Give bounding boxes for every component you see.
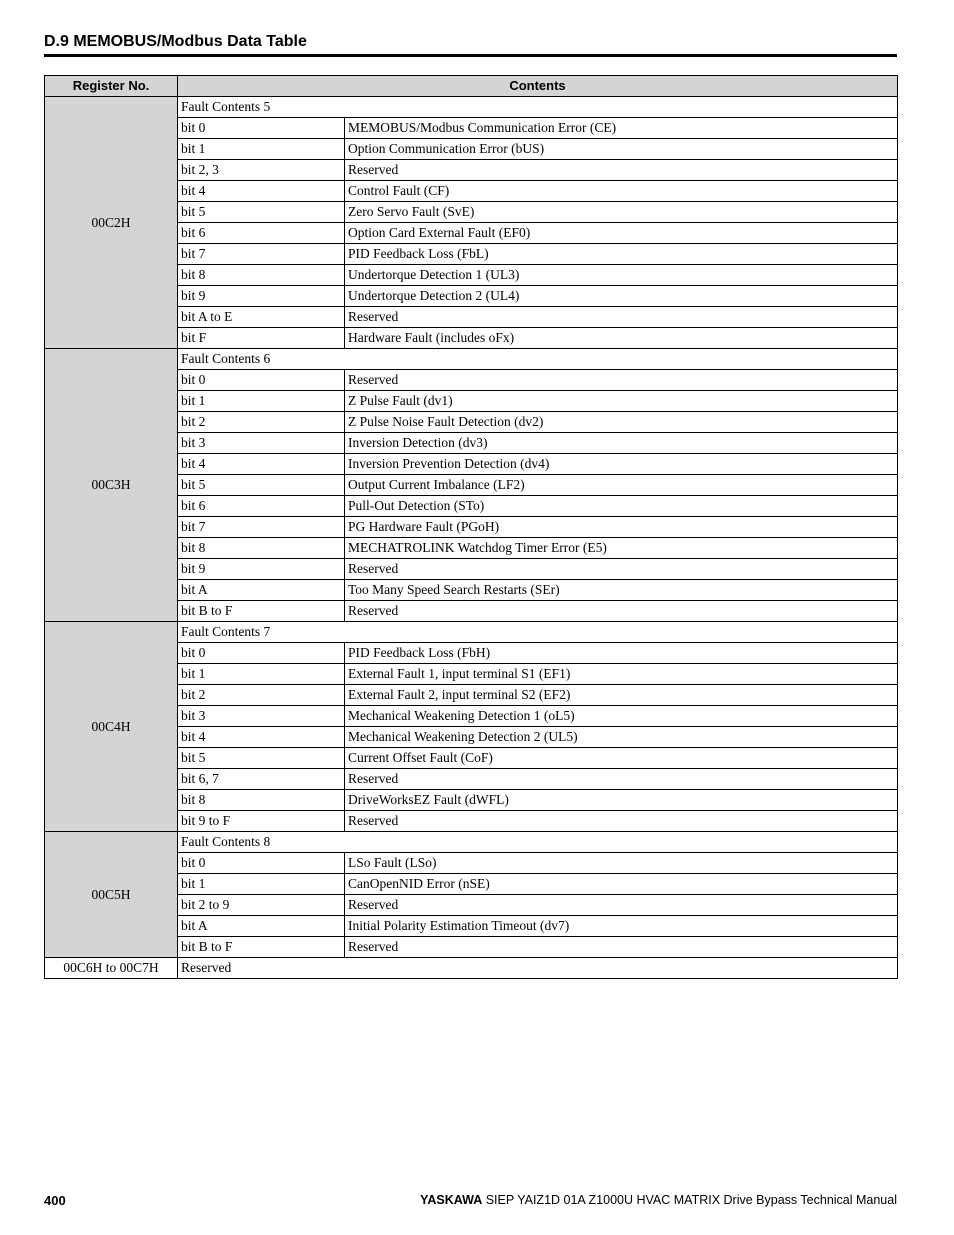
bit-description: External Fault 2, input terminal S2 (EF2): [345, 685, 898, 706]
bit-description: Hardware Fault (includes oFx): [345, 328, 898, 349]
register-number: 00C6H to 00C7H: [45, 958, 178, 979]
bit-description: Inversion Detection (dv3): [345, 433, 898, 454]
bit-label: bit 6, 7: [178, 769, 345, 790]
bit-description: Current Offset Fault (CoF): [345, 748, 898, 769]
table-row: [45, 958, 898, 979]
bit-label: bit 2: [178, 685, 345, 706]
bit-label: bit B to F: [178, 937, 345, 958]
bit-label: bit 7: [178, 517, 345, 538]
table-body: [45, 97, 898, 979]
bit-label: bit 3: [178, 706, 345, 727]
bit-description: Reserved: [345, 559, 898, 580]
title-rule: [44, 54, 897, 57]
bit-label: bit 4: [178, 454, 345, 475]
bit-description: DriveWorksEZ Fault (dWFL): [345, 790, 898, 811]
bit-label: bit 1: [178, 391, 345, 412]
bit-description: Reserved: [345, 937, 898, 958]
bit-label: bit 9 to F: [178, 811, 345, 832]
bit-description: Reserved: [345, 370, 898, 391]
bit-label: bit 5: [178, 475, 345, 496]
bit-label: bit 2 to 9: [178, 895, 345, 916]
register-number: 00C5H: [45, 832, 178, 958]
bit-description: Initial Polarity Estimation Timeout (dv7): [345, 916, 898, 937]
bit-description: PG Hardware Fault (PGoH): [345, 517, 898, 538]
bit-description: Reserved: [345, 811, 898, 832]
bit-label: bit A: [178, 580, 345, 601]
table-row: [45, 349, 898, 370]
bit-label: bit 2, 3: [178, 160, 345, 181]
bit-label: bit 0: [178, 643, 345, 664]
bit-label: bit 9: [178, 559, 345, 580]
bit-description: Inversion Prevention Detection (dv4): [345, 454, 898, 475]
bit-label: bit 6: [178, 223, 345, 244]
bit-label: bit 1: [178, 874, 345, 895]
bit-label: bit 0: [178, 853, 345, 874]
bit-description: PID Feedback Loss (FbL): [345, 244, 898, 265]
bit-label: bit 9: [178, 286, 345, 307]
bit-description: Mechanical Weakening Detection 1 (oL5): [345, 706, 898, 727]
bit-description: PID Feedback Loss (FbH): [345, 643, 898, 664]
bit-label: bit 8: [178, 265, 345, 286]
table-row: [45, 832, 898, 853]
bit-label: bit 8: [178, 538, 345, 559]
fault-contents-title: Fault Contents 8: [178, 832, 898, 853]
bit-label: bit A to E: [178, 307, 345, 328]
bit-label: bit 4: [178, 727, 345, 748]
bit-label: bit 7: [178, 244, 345, 265]
bit-description: Option Communication Error (bUS): [345, 139, 898, 160]
bit-description: LSo Fault (LSo): [345, 853, 898, 874]
register-number: 00C3H: [45, 349, 178, 622]
bit-description: Reserved: [345, 307, 898, 328]
bit-label: bit 4: [178, 181, 345, 202]
bit-description: External Fault 1, input terminal S1 (EF1): [345, 664, 898, 685]
footer-brand: YASKAWA: [420, 1193, 483, 1207]
column-header-contents: Contents: [178, 76, 898, 97]
register-contents: Reserved: [178, 958, 898, 979]
bit-description: Reserved: [345, 160, 898, 181]
bit-label: bit 5: [178, 202, 345, 223]
bit-label: bit 1: [178, 664, 345, 685]
page-number: 400: [44, 1193, 66, 1208]
bit-description: Mechanical Weakening Detection 2 (UL5): [345, 727, 898, 748]
bit-label: bit 2: [178, 412, 345, 433]
bit-description: MEMOBUS/Modbus Communication Error (CE): [345, 118, 898, 139]
footer-manual-name: SIEP YAIZ1D 01A Z1000U HVAC MATRIX Drive Bypass Technical Manual: [482, 1193, 897, 1207]
memobus-data-table: [44, 75, 898, 979]
bit-description: Reserved: [345, 895, 898, 916]
bit-description: Undertorque Detection 1 (UL3): [345, 265, 898, 286]
fault-contents-title: Fault Contents 6: [178, 349, 898, 370]
bit-description: Undertorque Detection 2 (UL4): [345, 286, 898, 307]
register-number: 00C2H: [45, 97, 178, 349]
bit-description: Reserved: [345, 601, 898, 622]
bit-description: Pull-Out Detection (STo): [345, 496, 898, 517]
bit-description: Output Current Imbalance (LF2): [345, 475, 898, 496]
bit-label: bit 3: [178, 433, 345, 454]
bit-description: Z Pulse Fault (dv1): [345, 391, 898, 412]
table-row: [45, 97, 898, 118]
bit-label: bit 0: [178, 118, 345, 139]
fault-contents-title: Fault Contents 7: [178, 622, 898, 643]
bit-description: Too Many Speed Search Restarts (SEr): [345, 580, 898, 601]
section-title: D.9 MEMOBUS/Modbus Data Table: [44, 33, 307, 50]
register-number: 00C4H: [45, 622, 178, 832]
bit-label: bit 8: [178, 790, 345, 811]
bit-label: bit A: [178, 916, 345, 937]
bit-description: MECHATROLINK Watchdog Timer Error (E5): [345, 538, 898, 559]
bit-description: CanOpenNID Error (nSE): [345, 874, 898, 895]
bit-label: bit F: [178, 328, 345, 349]
column-header-register: Register No.: [45, 76, 178, 97]
bit-description: Zero Servo Fault (SvE): [345, 202, 898, 223]
bit-description: Control Fault (CF): [345, 181, 898, 202]
bit-description: Option Card External Fault (EF0): [345, 223, 898, 244]
bit-label: bit 6: [178, 496, 345, 517]
bit-label: bit B to F: [178, 601, 345, 622]
table-row: [45, 622, 898, 643]
footer-manual-title: [420, 1193, 897, 1207]
bit-description: Reserved: [345, 769, 898, 790]
bit-label: bit 1: [178, 139, 345, 160]
fault-contents-title: Fault Contents 5: [178, 97, 898, 118]
bit-description: Z Pulse Noise Fault Detection (dv2): [345, 412, 898, 433]
table-header-row: [45, 76, 898, 97]
bit-label: bit 5: [178, 748, 345, 769]
bit-label: bit 0: [178, 370, 345, 391]
